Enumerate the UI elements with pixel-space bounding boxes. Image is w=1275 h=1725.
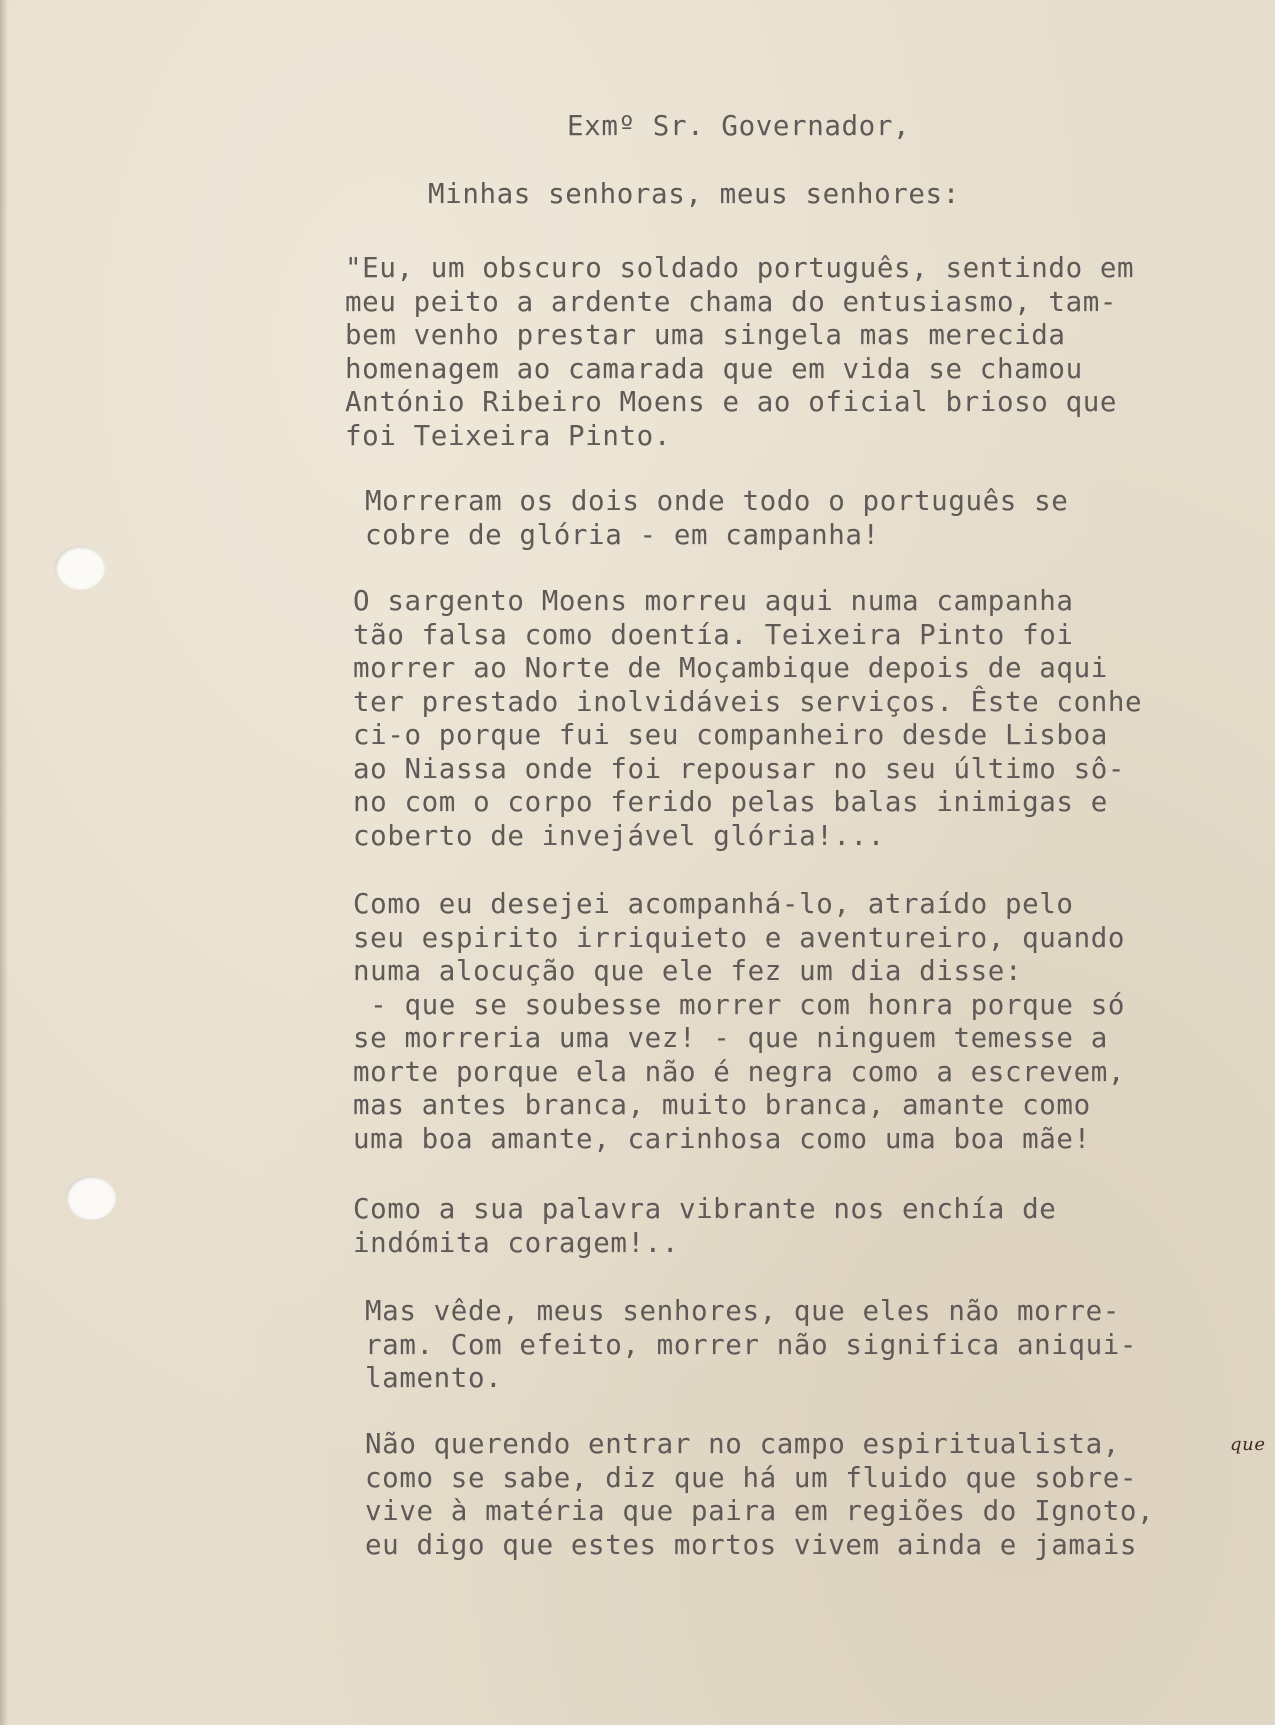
- salutation-audience: Minhas senhoras, meus senhores:: [428, 178, 960, 210]
- text-line: Como a sua palavra vibrante nos enchía de: [353, 1193, 1057, 1225]
- text-line: cobre de glória - em campanha!: [365, 518, 880, 551]
- text-line: indómita coragem!..: [353, 1226, 679, 1259]
- text-line: coberto de invejável glória!...: [353, 819, 885, 852]
- paragraph-6: [345, 1295, 1275, 1396]
- text-line: se morreria uma vez! - que ninguem temesse a: [353, 1022, 1108, 1054]
- text-line: eu digo que estes mortos vivem ainda e jamais: [365, 1528, 1138, 1561]
- text-line: numa alocução que ele fez um dia disse:: [353, 955, 1023, 987]
- paragraph-4: [345, 888, 1273, 1156]
- punch-hole-top: [55, 546, 105, 590]
- paragraph-5: [345, 1193, 1273, 1260]
- page-edge-shadow: [0, 0, 8, 1725]
- text-line: meu peito a ardente chama do entusiasmo, tam-: [345, 285, 1118, 318]
- text-line: morrer ao Norte de Moçambique depois de aqui: [353, 652, 1108, 684]
- text-line: - que se soubesse morrer com honra porque só: [353, 988, 1126, 1021]
- text-line: lamento.: [365, 1362, 503, 1394]
- text-line: tão falsa como doentía. Teixeira Pinto foi: [353, 618, 1074, 651]
- paragraph-1: [345, 252, 1265, 453]
- text-line: no com o corpo ferido pelas balas inimigas e: [353, 786, 1108, 818]
- handwritten-annotation: que: [1230, 1434, 1266, 1455]
- salutation-governor: Exmº Sr. Governador,: [567, 110, 911, 142]
- text-line: Como eu desejei acompanhá-lo, atraído pelo: [353, 888, 1074, 920]
- paragraph-3: [345, 585, 1273, 853]
- text-line: Mas vêde, meus senhores, que eles não morre-: [365, 1295, 1120, 1327]
- text-line: ram. Com efeito, morrer não significa aniqui-: [365, 1328, 1138, 1361]
- paragraph-7: [345, 1428, 1275, 1562]
- text-line: ao Niassa onde foi repousar no seu último sô-: [353, 752, 1126, 785]
- text-line: homenagem ao camarada que em vida se chamou: [345, 352, 1083, 385]
- text-line: morte porque ela não é negra como a escrevem,: [353, 1055, 1126, 1088]
- punch-hole-bottom: [66, 1176, 116, 1220]
- text-line: Morreram os dois onde todo o português se: [365, 485, 1069, 517]
- text-line: vive à matéria que paira em regiões do Ignoto,: [365, 1495, 1155, 1527]
- text-line: Não querendo entrar no campo espiritualista,: [365, 1428, 1120, 1460]
- paragraph-2: [345, 485, 1275, 552]
- text-line: foi Teixeira Pinto.: [345, 419, 671, 452]
- text-line: "Eu, um obscuro soldado português, sentindo em: [345, 252, 1135, 284]
- text-line: como se sabe, diz que há um fluido que sobre-: [365, 1461, 1138, 1494]
- text-line: O sargento Moens morreu aqui numa campanha: [353, 585, 1074, 617]
- text-line: mas antes branca, muito branca, amante como: [353, 1089, 1091, 1121]
- text-line: uma boa amante, carinhosa como uma boa mãe!: [353, 1122, 1091, 1155]
- text-line: ci-o porque fui seu companheiro desde Lisboa: [353, 719, 1108, 751]
- text-line: ter prestado inolvidáveis serviços. Êste conhe: [353, 685, 1143, 718]
- text-line: seu espirito irriquieto e aventureiro, quando: [353, 921, 1126, 954]
- text-line: António Ribeiro Moens e ao oficial brioso que: [345, 386, 1118, 418]
- text-line: bem venho prestar uma singela mas merecida: [345, 319, 1066, 351]
